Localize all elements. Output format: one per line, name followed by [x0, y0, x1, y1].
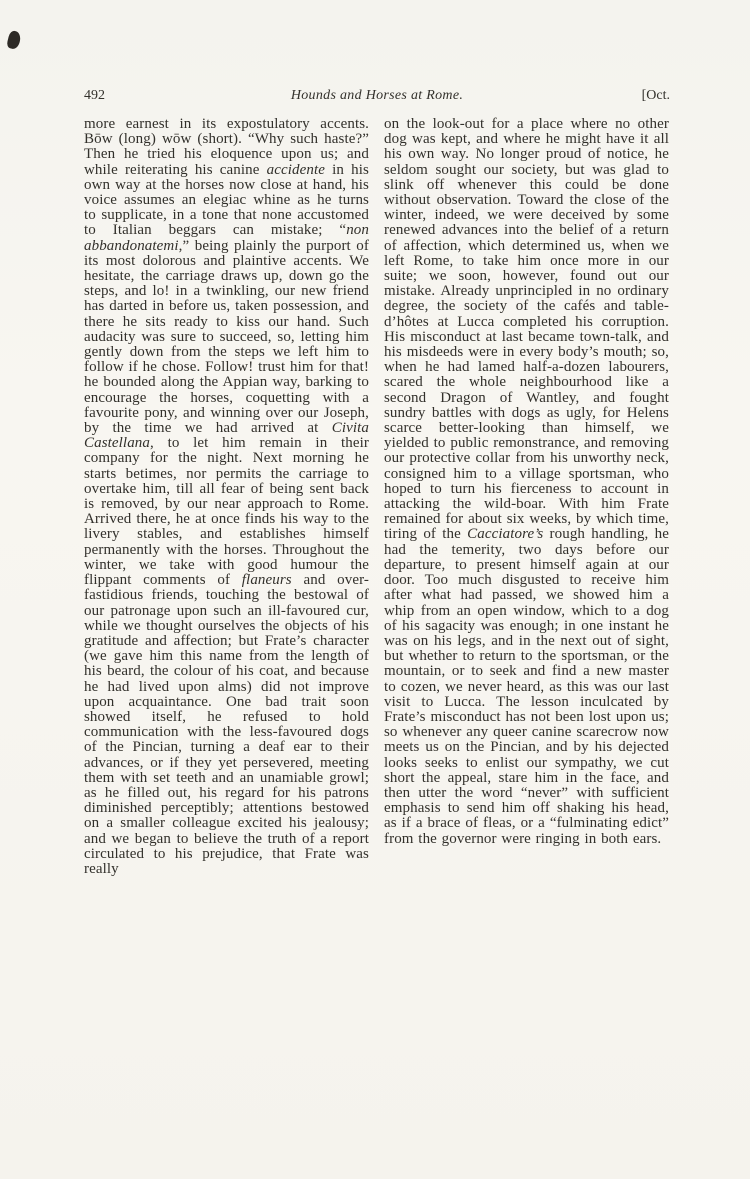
page-number: 492 [84, 88, 105, 103]
right-column-text: on the look-out for a place where no other dog was kept, and where he might have it all his own way. No longer proud of notice, he seldom sought our society, but was glad to slink off whenever this could be done without observation. Toward the close of the winter, indeed, we were deceived by some renewed advances into the belief of a return of affection, which determined us, when we left Rome, to take him once more in our suite; we soon, however, found out our mistake. Already unprincipled in no ordinary degree, the society of the cafés and table-d’hôtes at Lucca completed his corruption. His misconduct at last became town-talk, and his misdeeds were in every body’s mouth; so, when he had lamed half-a-dozen labourers, scared the whole neighbourhood like a second Dragon of Wantley, and fought sundry battles with dogs as ugly, for Helens scarce better-looking than himself, we yielded to public remonstrance, and removing our protective collar from his unworthy neck, consigned him to a village sportsman, who hoped to turn his fierceness to account in attacking the wild-boar. With him Frate remained for about six weeks, by which time, tiring of the Cacciatore’s rough handling, he had the temerity, two days before our departure, to present himself again at our door. Too much disgusted to receive him after what had passed, we showed him a whip from an open window, which to a dog of his sagacity was enough; in one instant he was on his legs, and in the next out of sight, but whether to return to the sportsman, or the mountain, or to seek and find a new master to cozen, we never heard, as this was our last visit to Lucca. The lesson inculcated by Frate’s misconduct has not been lost upon us; so whenever any queer canine scarecrow now meets us on the Pincian, and by his dejected looks seeks to enlist our sympathy, we cut short the appeal, stare him in the face, and then utter the word “never” with sufficient emphasis to send him off shaking his head, as if a brace of fleas, or a “fulminating edict” from the governor were ringing in both ears. [384, 116, 669, 847]
issue-date-label: [Oct. [641, 88, 670, 103]
running-title: Hounds and Horses at Rome. [290, 88, 464, 103]
left-column-text: more earnest in its expostulatory accents. Bōw (long) wōw (short). “Why such haste?” Then he tried his eloquence upon us; and while reiterating his canine accidente in his own way at the horses now close at hand, his voice assumes an elegiac whine as he turns to supplicate, in a tone that none accustomed to Italian beggars can mistake; “non abbandonatemi,” being plainly the purport of its most dolorous and plaintive accents. We hesitate, the carriage draws up, down go the steps, and lo! in a twinkling, our new friend has darted in before us, taken possession, and there he sits ready to kiss our hand. Such audacity was sure to succeed, so, letting him gently down from the steps we left him to follow if he chose. Follow! trust him for that! he bounded along the Appian way, barking to encourage the horses, coquetting with a favourite pony, and winning over our Joseph, by the time we had arrived at Civita Castellana, to let him remain in their company for the night. Next morning he starts betimes, nor permits the carriage to overtake him, till all fear of being sent back is removed, by our near approach to Rome. Arrived there, he at once finds his way to the livery stables, and establishes himself permanently with the horses. Throughout the winter, we take with good humour the flippant comments of flaneurs and over-fastidious friends, touching the bestowal of our patronage upon such an ill-favoured cur, while we thought ourselves the objects of his gratitude and affection; but Frate’s character (we gave him this name from the length of his beard, the colour of his coat, and because he had lived upon alms) did not improve upon acquaintance. One bad trait soon showed itself, he refused to hold communication with the less-favoured dogs of the Pincian, turning a deaf ear to their advances, or if they yet persevered, meeting them with set teeth and an unamiable growl; as he filled out, his regard for his patrons diminished perceptibly; attentions bestowed on a smaller colleague excited his jealousy; and we began to believe the truth of a report circulated to his prejudice, that Frate was really [84, 116, 369, 877]
text-columns [84, 117, 670, 877]
page-header [84, 88, 670, 104]
